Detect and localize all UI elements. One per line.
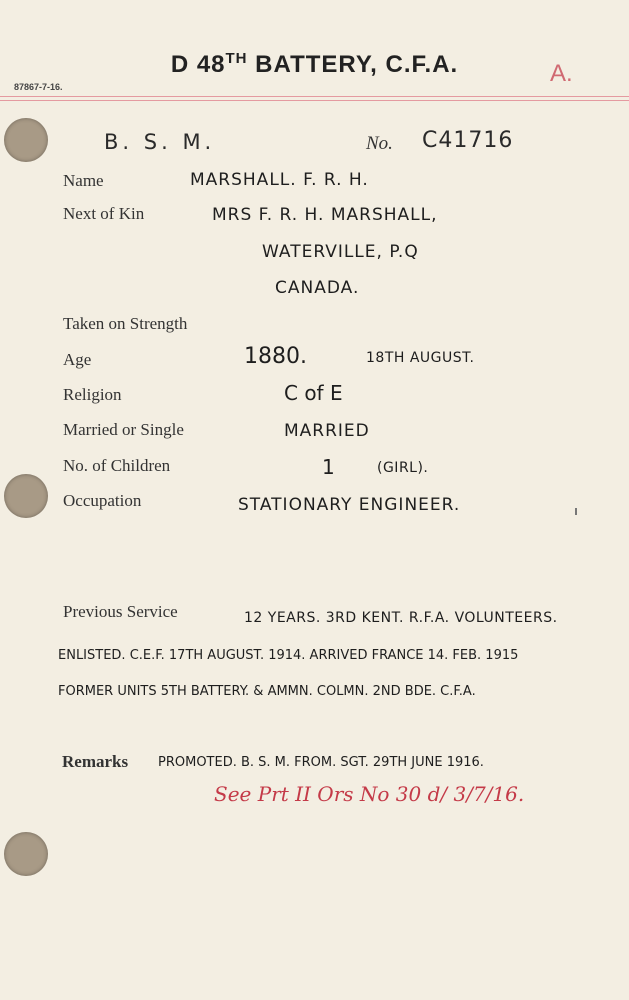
next-of-kin-line1: MRS F. R. H. MARSHALL,	[212, 205, 438, 225]
occupation-label: Occupation	[63, 491, 142, 510]
header-rule	[0, 96, 629, 97]
age-value-date: 18TH AUGUST.	[366, 350, 475, 366]
index-letter: A.	[550, 60, 573, 87]
previous-service-label: Previous Service	[63, 602, 178, 621]
punch-hole	[4, 474, 48, 518]
next-of-kin-line2: WATERVILLE, P.Q	[262, 242, 419, 262]
children-value: 1	[322, 455, 335, 479]
punch-hole	[4, 118, 48, 162]
remarks-label: Remarks	[62, 752, 129, 771]
punch-hole	[4, 832, 48, 876]
occupation-value: STATIONARY ENGINEER.	[238, 495, 461, 515]
next-of-kin-line3: CANADA.	[275, 278, 360, 298]
religion-value: C of E	[284, 381, 343, 405]
header-rule	[0, 100, 629, 101]
regimental-number: C41716	[422, 128, 514, 153]
age-label: Age	[63, 350, 92, 369]
age-value: 1880.	[244, 344, 307, 369]
remarks-line1: PROMOTED. B. S. M. FROM. SGT. 29TH JUNE 1916.	[158, 755, 484, 770]
rank-value: B. S. M.	[104, 130, 216, 154]
religion-label: Religion	[63, 385, 122, 404]
pencil-tick	[575, 508, 577, 515]
previous-service-line1: 12 YEARS. 3RD KENT. R.F.A. VOLUNTEERS.	[244, 610, 558, 626]
children-note: (GIRL).	[377, 460, 429, 476]
taken-on-strength-label: Taken on Strength	[63, 314, 188, 333]
married-or-single-label: Married or Single	[63, 420, 184, 439]
name-value: MARSHALL. F. R. H.	[190, 170, 369, 190]
previous-service-line3: FORMER UNITS 5TH BATTERY. & AMMN. COLMN. 2ND BDE. C.F.A.	[58, 684, 476, 699]
card-title: D 48TH BATTERY, C.F.A.	[170, 50, 459, 78]
previous-service-line2: ENLISTED. C.E.F. 17TH AUGUST. 1914. ARRIVED FRANCE 14. FEB. 1915	[58, 648, 519, 663]
form-number: 87867-7-16.	[14, 82, 63, 92]
children-label: No. of Children	[63, 456, 171, 475]
name-label: Name	[63, 171, 104, 190]
married-value: MARRIED	[284, 421, 370, 441]
red-ink-annotation: See Prt II Ors No 30 d/ 3/7/16.	[214, 782, 525, 806]
number-label: No.	[366, 133, 393, 154]
next-of-kin-label: Next of Kin	[63, 204, 145, 223]
